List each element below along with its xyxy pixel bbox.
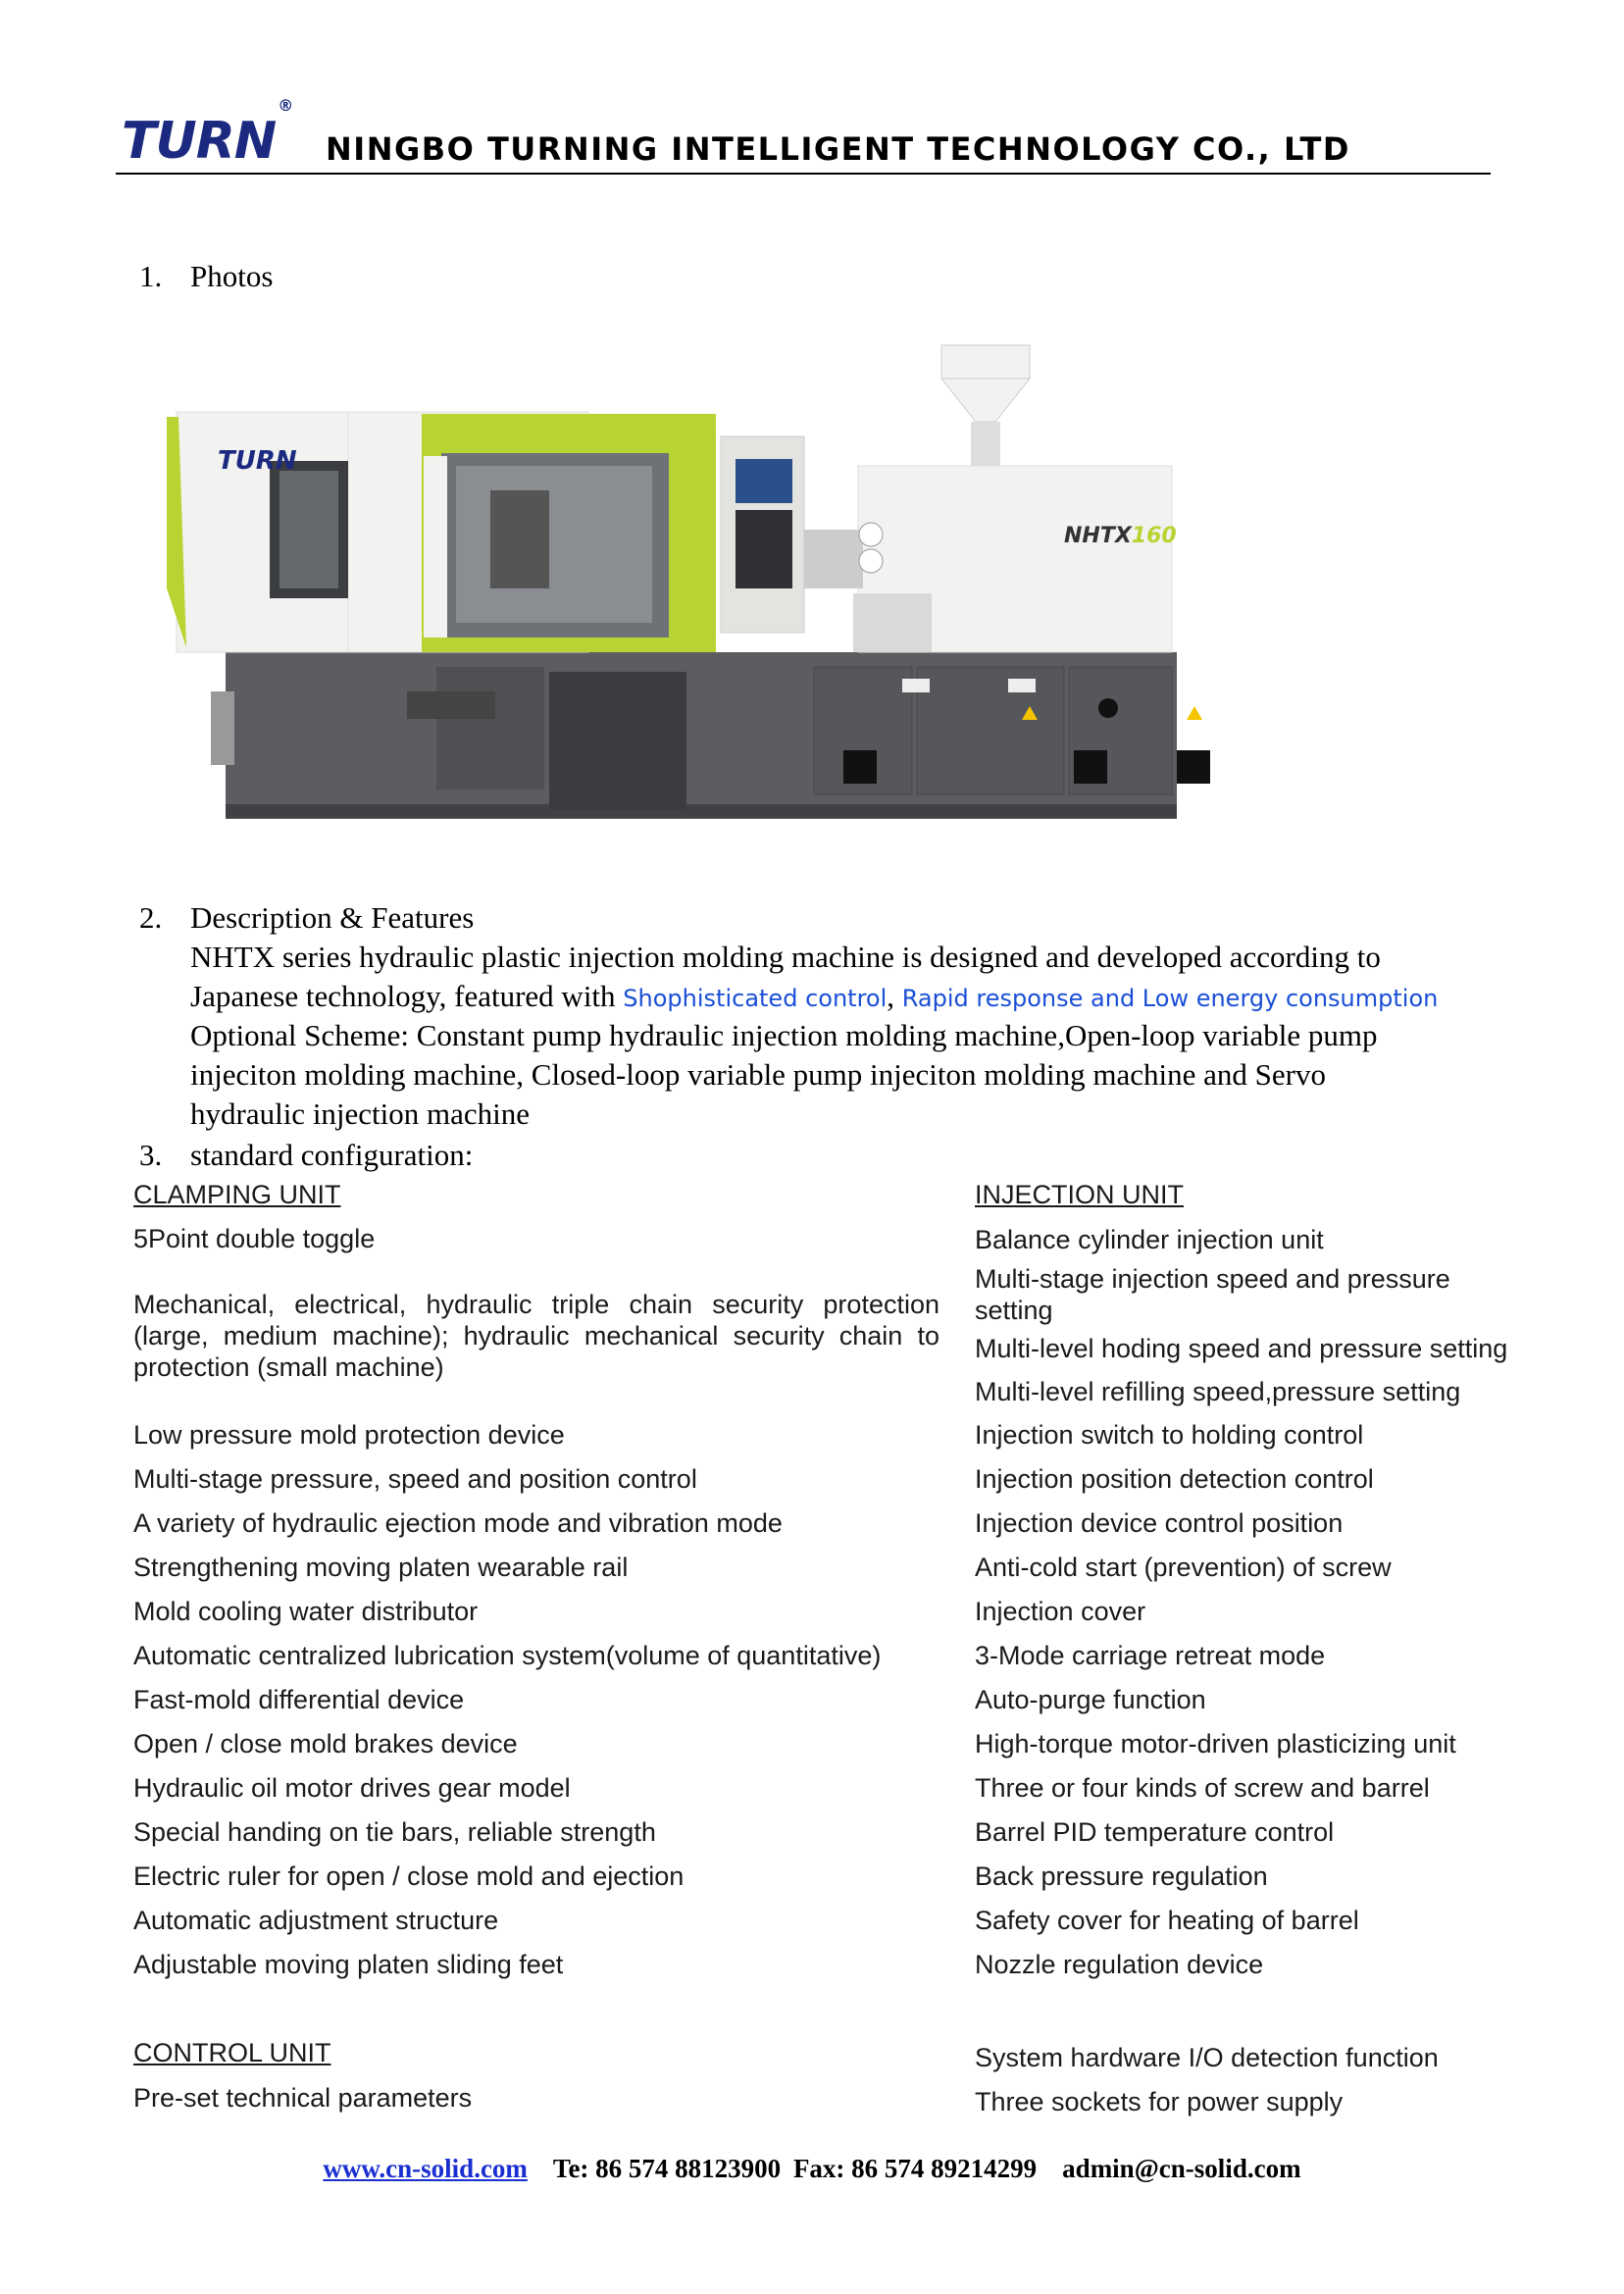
machine-photo	[167, 343, 1304, 824]
injection-item: Three or four kinds of screw and barrel	[975, 1773, 1430, 1803]
phone-number: Te: 86 574 88123900	[552, 2154, 782, 2183]
registered-mark: ®	[278, 95, 293, 115]
clamping-item: Strengthening moving platen wearable rail	[133, 1553, 629, 1582]
svg-text:NHTX160	[1064, 524, 1177, 548]
clamping-item: Multi-stage pressure, speed and position control	[133, 1464, 697, 1494]
clamping-item: Low pressure mold protection device	[133, 1420, 565, 1450]
clamping-item: Fast-mold differential device	[133, 1685, 465, 1714]
control-item: Pre-set technical parameters	[133, 2083, 473, 2113]
footer-contact	[0, 2154, 1624, 2184]
section-number: 1.	[139, 259, 163, 293]
clamping-unit-heading: CLAMPING UNIT	[133, 1180, 341, 1209]
description-line: injeciton molding machine, Closed-loop variable pump injeciton molding machine and Servo	[190, 1057, 1326, 1092]
injection-item: Nozzle regulation device	[975, 1950, 1264, 1979]
logo-text: TURN	[122, 112, 277, 171]
separator: ,	[887, 979, 902, 1013]
description-line: NHTX series hydraulic plastic injection molding machine is designed and developed according to	[190, 940, 1381, 974]
injection-item: Barrel PID temperature control	[975, 1817, 1335, 1847]
control-item: System hardware I/O detection function	[975, 2043, 1439, 2072]
feature-highlight: Shophisticated control	[623, 985, 888, 1012]
clamping-item: Automatic centralized lubrication system(volume of quantitative)	[133, 1641, 882, 1670]
injection-item: Multi-level refilling speed,pressure setting	[975, 1377, 1461, 1406]
clamping-item: 5Point double toggle	[133, 1224, 376, 1253]
injection-item: Multi-level hoding speed and pressure setting	[975, 1334, 1508, 1363]
description-paragraph	[190, 938, 1504, 1134]
clamping-item: Special handing on tie bars, reliable strength	[133, 1817, 656, 1847]
website-link[interactable]: www.cn-solid.com	[323, 2154, 528, 2183]
injection-item: Injection cover	[975, 1597, 1146, 1626]
injection-item: Balance cylinder injection unit	[975, 1225, 1324, 1254]
section-number: 3.	[139, 1138, 163, 1172]
section-title: Description & Features	[190, 900, 475, 935]
section-description	[0, 898, 1624, 938]
control-item: Three sockets for power supply	[975, 2087, 1344, 2116]
clamping-item: Open / close mold brakes device	[133, 1729, 518, 1759]
email-address: admin@cn-solid.com	[1062, 2154, 1301, 2183]
injection-item: Injection position detection control	[975, 1464, 1374, 1494]
injection-item: Injection device control position	[975, 1508, 1344, 1538]
description-line: Optional Scheme: Constant pump hydraulic injection molding machine,Open-loop variable pump	[190, 1018, 1378, 1052]
clamping-item: Hydraulic oil motor drives gear model	[133, 1773, 571, 1803]
injection-item-continued: setting	[975, 1296, 1053, 1325]
section-number: 2.	[139, 900, 163, 935]
section-standard-configuration	[0, 1136, 1624, 1175]
injection-item: Injection switch to holding control	[975, 1420, 1364, 1450]
section-photos	[0, 257, 1624, 296]
clamping-item: Automatic adjustment structure	[133, 1906, 499, 1935]
fax-number: Fax: 86 574 89214299	[792, 2154, 1038, 2183]
company-logo	[122, 95, 293, 171]
section-title: standard configuration:	[190, 1138, 474, 1172]
injection-item: Multi-stage injection speed and pressure	[975, 1264, 1450, 1294]
clamping-item: Electric ruler for open / close mold and ejection	[133, 1861, 685, 1891]
control-unit-heading: CONTROL UNIT	[133, 2038, 331, 2067]
description-text: Japanese technology, featured with	[190, 979, 624, 1013]
clamping-item: Mold cooling water distributor	[133, 1597, 479, 1626]
section-title: Photos	[190, 259, 274, 293]
clamping-item: Mechanical, electrical, hydraulic triple chain security protection (large, medium machine); hydraulic mechanical security chain to protection (small machine)	[133, 1290, 939, 1382]
feature-highlight: Rapid response and Low energy consumption	[901, 985, 1439, 1012]
clamping-item: A variety of hydraulic ejection mode and vibration mode	[133, 1508, 783, 1538]
injection-item: Safety cover for heating of barrel	[975, 1906, 1359, 1935]
injection-item: 3-Mode carriage retreat mode	[975, 1641, 1326, 1670]
machine-brand-label: TURN	[218, 446, 297, 476]
machine-model-number: 160	[1131, 524, 1177, 548]
header-divider	[116, 173, 1491, 175]
injection-item: Anti-cold start (prevention) of screw	[975, 1553, 1392, 1582]
clamping-item: Adjustable moving platen sliding feet	[133, 1950, 564, 1979]
injection-item: Back pressure regulation	[975, 1861, 1268, 1891]
injection-unit-heading: INJECTION UNIT	[975, 1180, 1184, 1209]
description-line	[190, 977, 1504, 1016]
company-name: NINGBO TURNING INTELLIGENT TECHNOLOGY CO., LTD	[326, 130, 1350, 168]
injection-item: Auto-purge function	[975, 1685, 1206, 1714]
injection-item: High-torque motor-driven plasticizing unit	[975, 1729, 1456, 1759]
hopper	[941, 345, 1030, 379]
machine-model-label: NHTX	[1064, 524, 1132, 548]
description-line: hydraulic injection machine	[190, 1096, 531, 1131]
